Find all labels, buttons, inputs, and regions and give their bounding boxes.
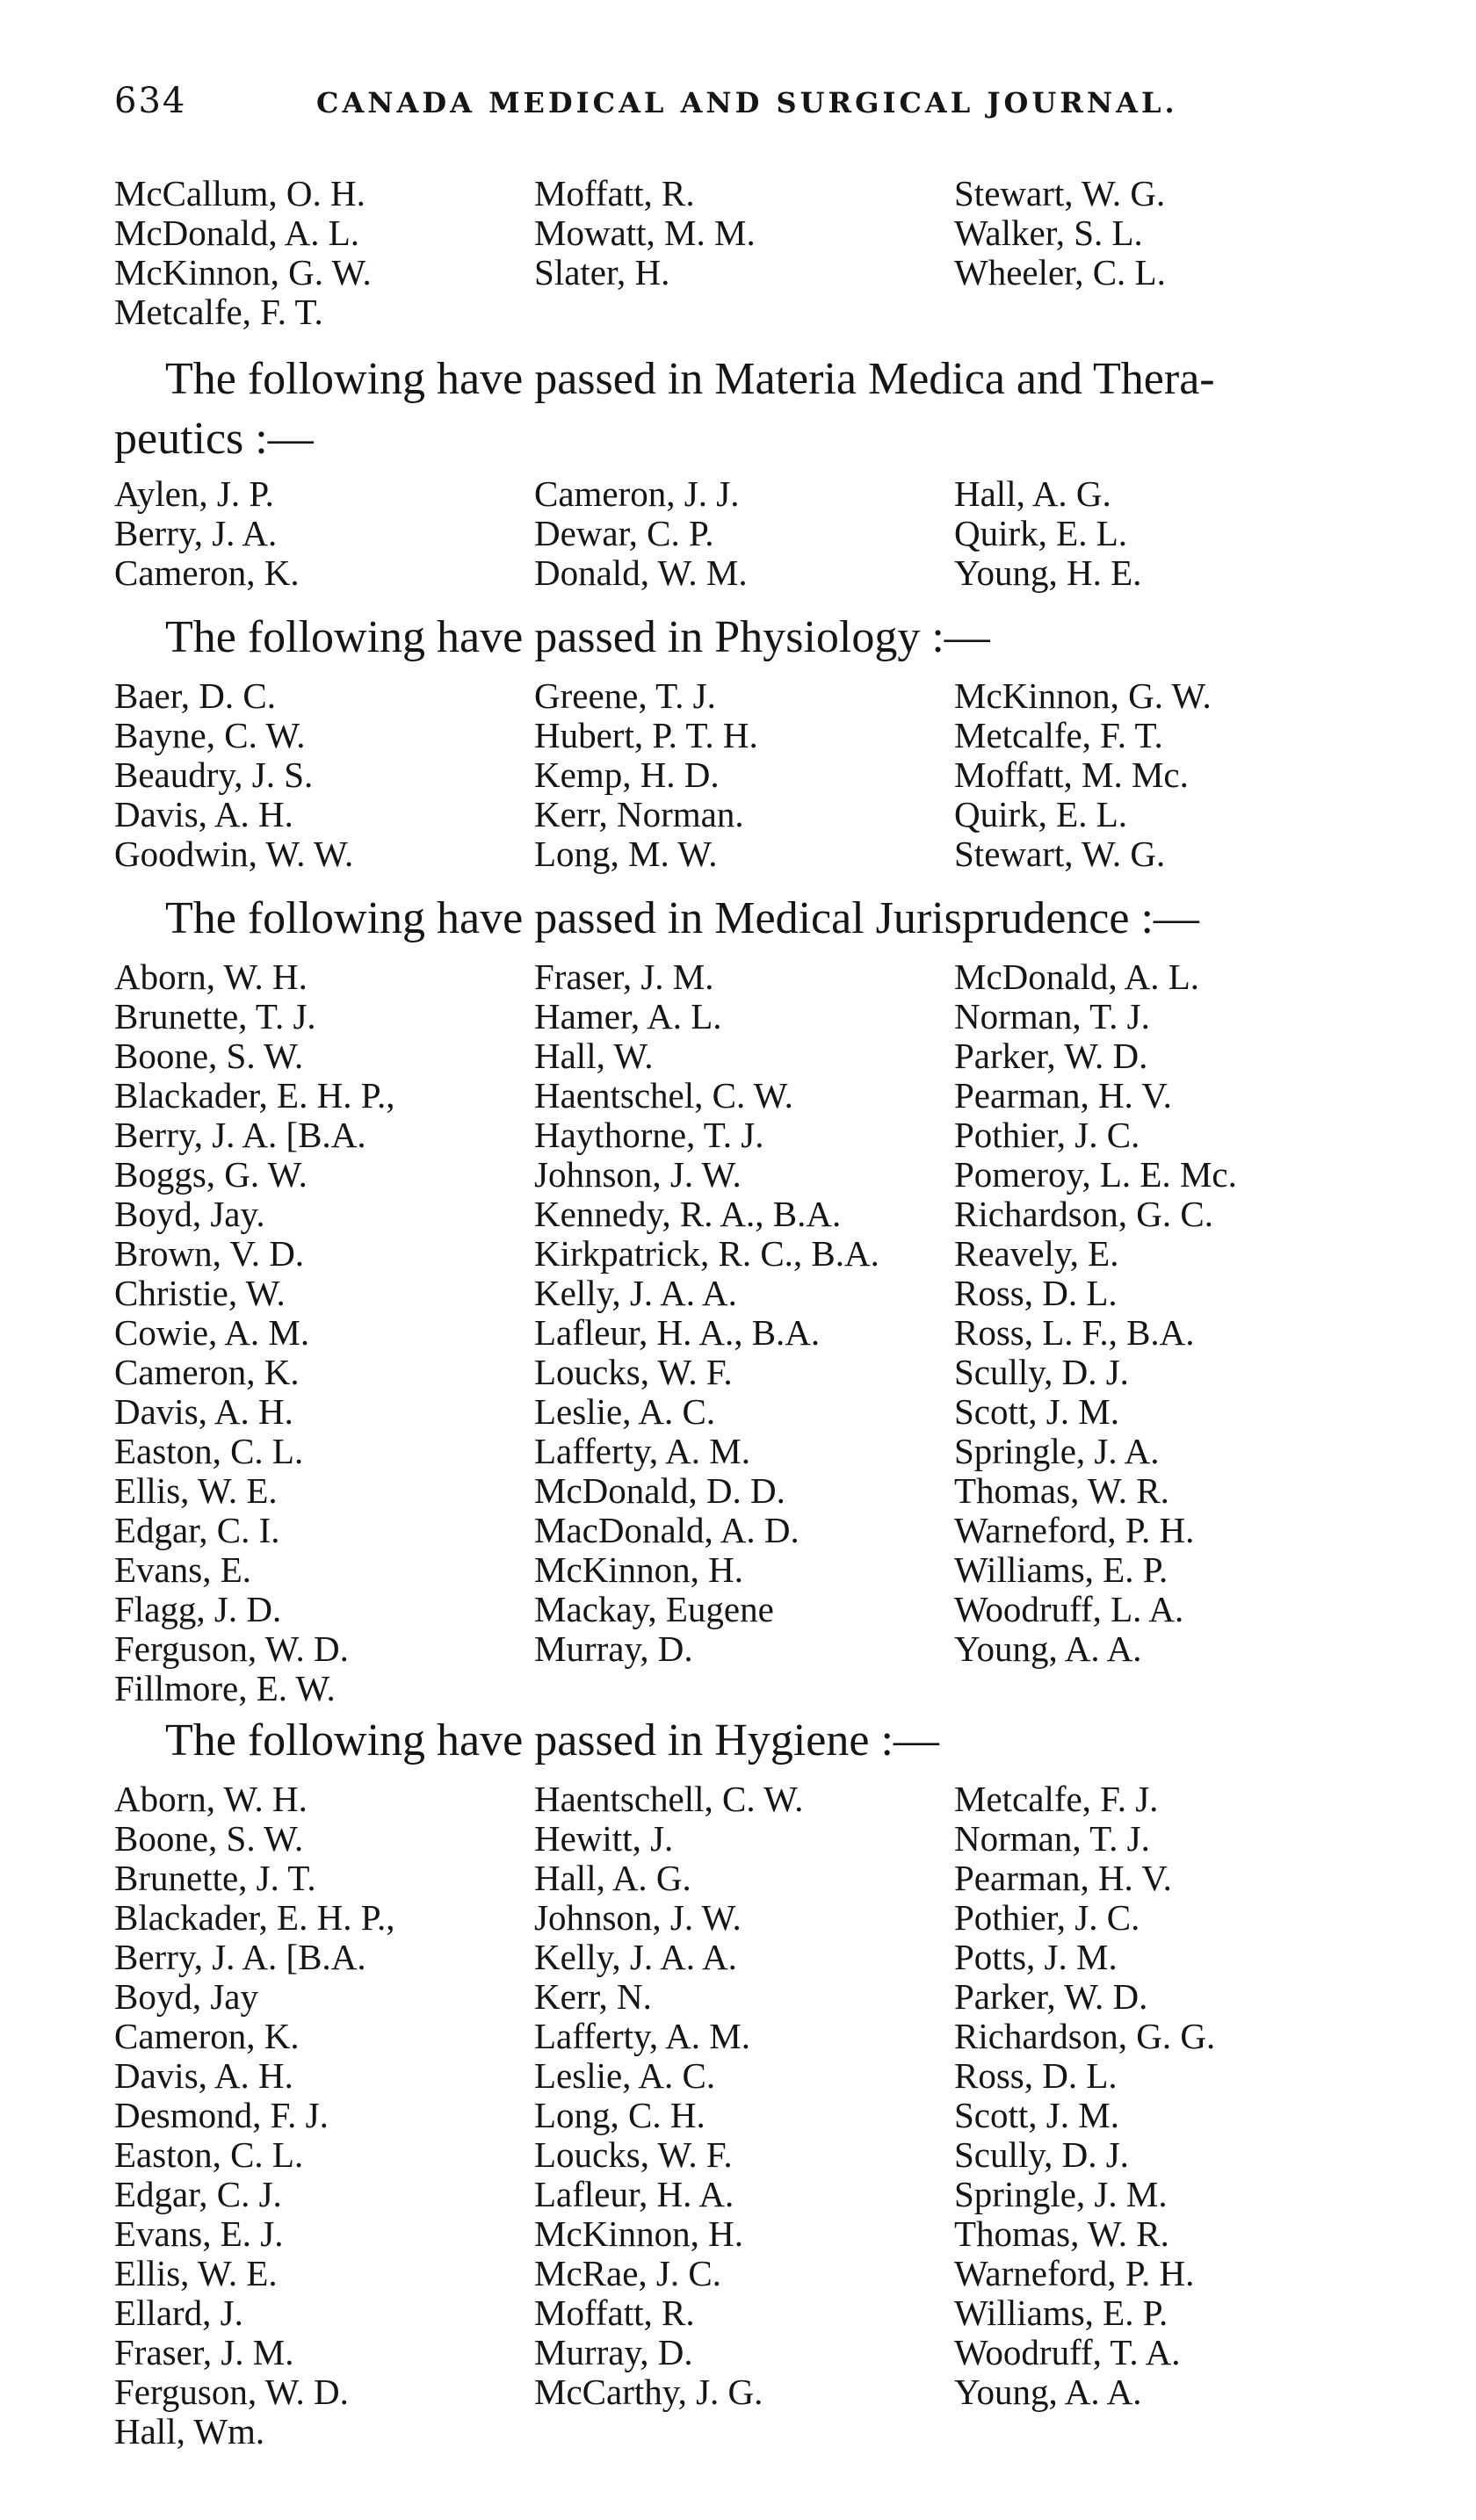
name-entry: Pomeroy, L. E. Mc. (954, 1154, 1237, 1195)
name-entry (534, 2412, 954, 2451)
name-entry: Edgar, C. J. (114, 2174, 282, 2214)
name-entry: McCarthy, J. G. (534, 2372, 763, 2412)
name-entry: Ross, D. L. (954, 2055, 1118, 2096)
name-entry: Cameron, J. J. (534, 473, 740, 514)
name-entry: Norman, T. J. (954, 996, 1150, 1036)
name-entry: Boone, S. W. (114, 1036, 304, 1076)
name-entry: Norman, T. J. (954, 1818, 1150, 1859)
name-entry: Fillmore, E. W. (114, 1668, 336, 1708)
name-entry: Evans, E. (114, 1549, 251, 1590)
name-entry (534, 1669, 954, 1708)
name-entry: Leslie, A. C. (534, 2055, 716, 2096)
name-entry: Kerr, Norman. (534, 794, 744, 834)
name-entry: Fraser, J. M. (534, 957, 714, 997)
name-entry: Flagg, J. D. (114, 1589, 282, 1629)
name-entry: Berry, J. A. [B.A. (114, 1937, 366, 1977)
name-list-medical-jurisprudence (114, 957, 1388, 1708)
name-entry: Metcalfe, F. J. (954, 1779, 1159, 1819)
name-entry: Donald, W. M. (534, 552, 748, 593)
name-entry: Williams, E. P. (954, 1549, 1168, 1590)
name-entry: Scott, J. M. (954, 1391, 1119, 1432)
name-entry: Boyd, Jay (114, 1976, 258, 2017)
name-entry: Ellis, W. E. (114, 2253, 278, 2293)
name-entry: Davis, A. H. (114, 1391, 293, 1432)
name-entry: Hamer, A. L. (534, 996, 722, 1036)
name-entry: Greene, T. J. (534, 675, 716, 716)
name-entry: Kemp, H. D. (534, 755, 720, 795)
name-entry: Ellis, W. E. (114, 1470, 278, 1511)
name-entry: Walker, S. L. (954, 213, 1143, 253)
name-entry: Springle, J. M. (954, 2174, 1168, 2214)
name-entry: Haentschell, C. W. (534, 1779, 804, 1819)
name-entry: Goodwin, W. W. (114, 834, 354, 874)
name-entry: Parker, W. D. (954, 1976, 1148, 2017)
name-entry: Murray, D. (534, 2332, 693, 2372)
name-entry: Pearman, H. V. (954, 1075, 1172, 1116)
name-entry: Hubert, P. T. H. (534, 715, 758, 755)
name-entry: Long, C. H. (534, 2095, 705, 2135)
name-entry: Richardson, G. C. (954, 1194, 1213, 1234)
name-entry: Thomas, W. R. (954, 2213, 1169, 2254)
name-entry: Long, M. W. (534, 834, 718, 874)
name-entry: Moffatt, R. (534, 173, 695, 213)
name-entry: Easton, C. L. (114, 2134, 304, 2175)
name-entry: Young, A. A. (954, 2372, 1142, 2412)
name-entry: Berry, J. A. (114, 513, 278, 553)
name-entry: Williams, E. P. (954, 2293, 1168, 2333)
name-entry: McDonald, D. D. (534, 1470, 785, 1511)
name-entry: Woodruff, L. A. (954, 1589, 1184, 1629)
section-heading-medical-jurisprudence: The following have passed in Medical Jurisprudence :— (165, 893, 1199, 943)
name-entry: Ross, L. F., B.A. (954, 1312, 1195, 1353)
name-entry: Young, H. E. (954, 552, 1142, 593)
section-heading-hygiene: The following have passed in Hygiene :— (165, 1715, 939, 1765)
name-entry: Kennedy, R. A., B.A. (534, 1194, 842, 1234)
name-entry: Brunette, J. T. (114, 1858, 316, 1898)
name-entry: Cameron, K. (114, 1352, 300, 1392)
name-entry: Hall, W. (534, 1036, 654, 1076)
name-entry: Blackader, E. H. P., (114, 1075, 395, 1116)
name-list-physiology (114, 676, 1388, 874)
name-entry: Richardson, G. G. (954, 2016, 1216, 2056)
name-entry: McRae, J. C. (534, 2253, 721, 2293)
name-entry: Evans, E. J. (114, 2213, 284, 2254)
name-entry: Baer, D. C. (114, 675, 276, 716)
name-entry: Lafleur, H. A., B.A. (534, 1312, 821, 1353)
name-entry: Aborn, W. H. (114, 957, 308, 997)
name-list-materia-medica (114, 474, 1388, 593)
name-entry: Lafferty, A. M. (534, 1431, 750, 1471)
name-entry: Berry, J. A. [B.A. (114, 1115, 366, 1155)
name-entry: Ross, D. L. (954, 1273, 1118, 1313)
name-entry: Ferguson, W. D. (114, 1628, 349, 1669)
name-entry: Kirkpatrick, R. C., B.A. (534, 1233, 879, 1274)
name-entry: Cameron, K. (114, 2016, 300, 2056)
name-entry: Woodruff, T. A. (954, 2332, 1181, 2372)
name-entry: Warneford, P. H. (954, 2253, 1195, 2293)
name-entry: Bayne, C. W. (114, 715, 306, 755)
name-entry: Pothier, J. C. (954, 1115, 1140, 1155)
name-entry: Beaudry, J. S. (114, 755, 314, 795)
name-entry: McKinnon, G. W. (114, 252, 372, 292)
name-entry: Easton, C. L. (114, 1431, 304, 1471)
name-entry: Moffatt, M. Mc. (954, 755, 1189, 795)
name-entry (954, 292, 1388, 332)
name-entry: Wheeler, C. L. (954, 252, 1166, 292)
name-entry: Blackader, E. H. P., (114, 1897, 395, 1938)
name-entry: Murray, D. (534, 1628, 693, 1669)
name-entry: Stewart, W. G. (954, 834, 1166, 874)
name-entry: Boone, S. W. (114, 1818, 304, 1859)
name-entry: McCallum, O. H. (114, 173, 365, 213)
name-entry: Dewar, C. P. (534, 513, 714, 553)
name-entry: Reavely, E. (954, 1233, 1119, 1274)
name-entry (954, 2412, 1388, 2451)
name-entry: Moffatt, R. (534, 2293, 695, 2333)
name-entry: Leslie, A. C. (534, 1391, 716, 1432)
name-entry: McDonald, A. L. (954, 957, 1199, 997)
name-entry: Hall, A. G. (534, 1858, 691, 1898)
name-entry: Hall, Wm. (114, 2411, 265, 2451)
name-entry: Pearman, H. V. (954, 1858, 1172, 1898)
name-entry: MacDonald, A. D. (534, 1510, 800, 1550)
name-entry: Hewitt, J. (534, 1818, 674, 1859)
name-entry: Potts, J. M. (954, 1937, 1118, 1977)
name-entry: Metcalfe, F. T. (954, 715, 1163, 755)
name-entry: Slater, H. (534, 252, 670, 292)
name-entry: Kerr, N. (534, 1976, 652, 2017)
name-entry: Hall, A. G. (954, 473, 1111, 514)
name-entry: Ferguson, W. D. (114, 2372, 349, 2412)
name-entry: Metcalfe, F. T. (114, 292, 323, 332)
name-entry: Aborn, W. H. (114, 1779, 308, 1819)
running-title: CANADA MEDICAL AND SURGICAL JOURNAL. (316, 86, 1178, 119)
name-entry: Scully, D. J. (954, 1352, 1129, 1392)
name-entry: Boggs, G. W. (114, 1154, 308, 1195)
name-entry: Johnson, J. W. (534, 1897, 742, 1938)
name-entry: McKinnon, H. (534, 1549, 744, 1590)
name-list-continued (114, 174, 1388, 332)
name-entry: Fraser, J. M. (114, 2332, 294, 2372)
name-entry: Johnson, J. W. (534, 1154, 742, 1195)
section-heading-materia-medica: The following have passed in Materia Medica and Thera- (165, 354, 1215, 404)
name-entry: Boyd, Jay. (114, 1194, 265, 1234)
name-entry: Pothier, J. C. (954, 1897, 1140, 1938)
name-entry: Mowatt, M. M. (534, 213, 756, 253)
name-entry: Haentschel, C. W. (534, 1075, 793, 1116)
section-heading-materia-medica-cont: peutics :— (114, 414, 314, 464)
name-entry: Scully, D. J. (954, 2134, 1129, 2175)
name-entry: Christie, W. (114, 1273, 286, 1313)
name-entry: Ellard, J. (114, 2293, 243, 2333)
name-entry (954, 1669, 1388, 1708)
name-entry: Kelly, J. A. A. (534, 1273, 737, 1313)
name-entry: Springle, J. A. (954, 1431, 1160, 1471)
name-entry: Scott, J. M. (954, 2095, 1119, 2135)
name-entry: Stewart, W. G. (954, 173, 1166, 213)
name-entry: Mackay, Eugene (534, 1589, 774, 1629)
name-entry: Lafleur, H. A. (534, 2174, 734, 2214)
name-list-hygiene (114, 1780, 1388, 2451)
name-entry: Brunette, T. J. (114, 996, 316, 1036)
name-entry (534, 292, 954, 332)
page-number: 634 (114, 81, 187, 121)
name-entry: Kelly, J. A. A. (534, 1937, 737, 1977)
name-entry: Brown, V. D. (114, 1233, 305, 1274)
name-entry: Edgar, C. I. (114, 1510, 280, 1550)
name-entry: McKinnon, G. W. (954, 675, 1212, 716)
name-entry: Parker, W. D. (954, 1036, 1148, 1076)
name-entry: Quirk, E. L. (954, 513, 1127, 553)
name-entry: McDonald, A. L. (114, 213, 359, 253)
name-entry: Young, A. A. (954, 1628, 1142, 1669)
name-entry: Loucks, W. F. (534, 2134, 733, 2175)
name-entry: Warneford, P. H. (954, 1510, 1195, 1550)
name-entry: Cameron, K. (114, 552, 300, 593)
page-header (114, 81, 1371, 134)
name-entry: Lafferty, A. M. (534, 2016, 750, 2056)
name-entry: Loucks, W. F. (534, 1352, 733, 1392)
name-entry: Davis, A. H. (114, 2055, 293, 2096)
name-entry: Davis, A. H. (114, 794, 293, 834)
name-entry: Aylen, J. P. (114, 473, 274, 514)
name-entry: Haythorne, T. J. (534, 1115, 764, 1155)
name-entry: McKinnon, H. (534, 2213, 744, 2254)
name-entry: Desmond, F. J. (114, 2095, 329, 2135)
name-entry: Quirk, E. L. (954, 794, 1127, 834)
name-entry: Cowie, A. M. (114, 1312, 310, 1353)
name-entry: Thomas, W. R. (954, 1470, 1169, 1511)
section-heading-physiology: The following have passed in Physiology :— (165, 612, 990, 662)
